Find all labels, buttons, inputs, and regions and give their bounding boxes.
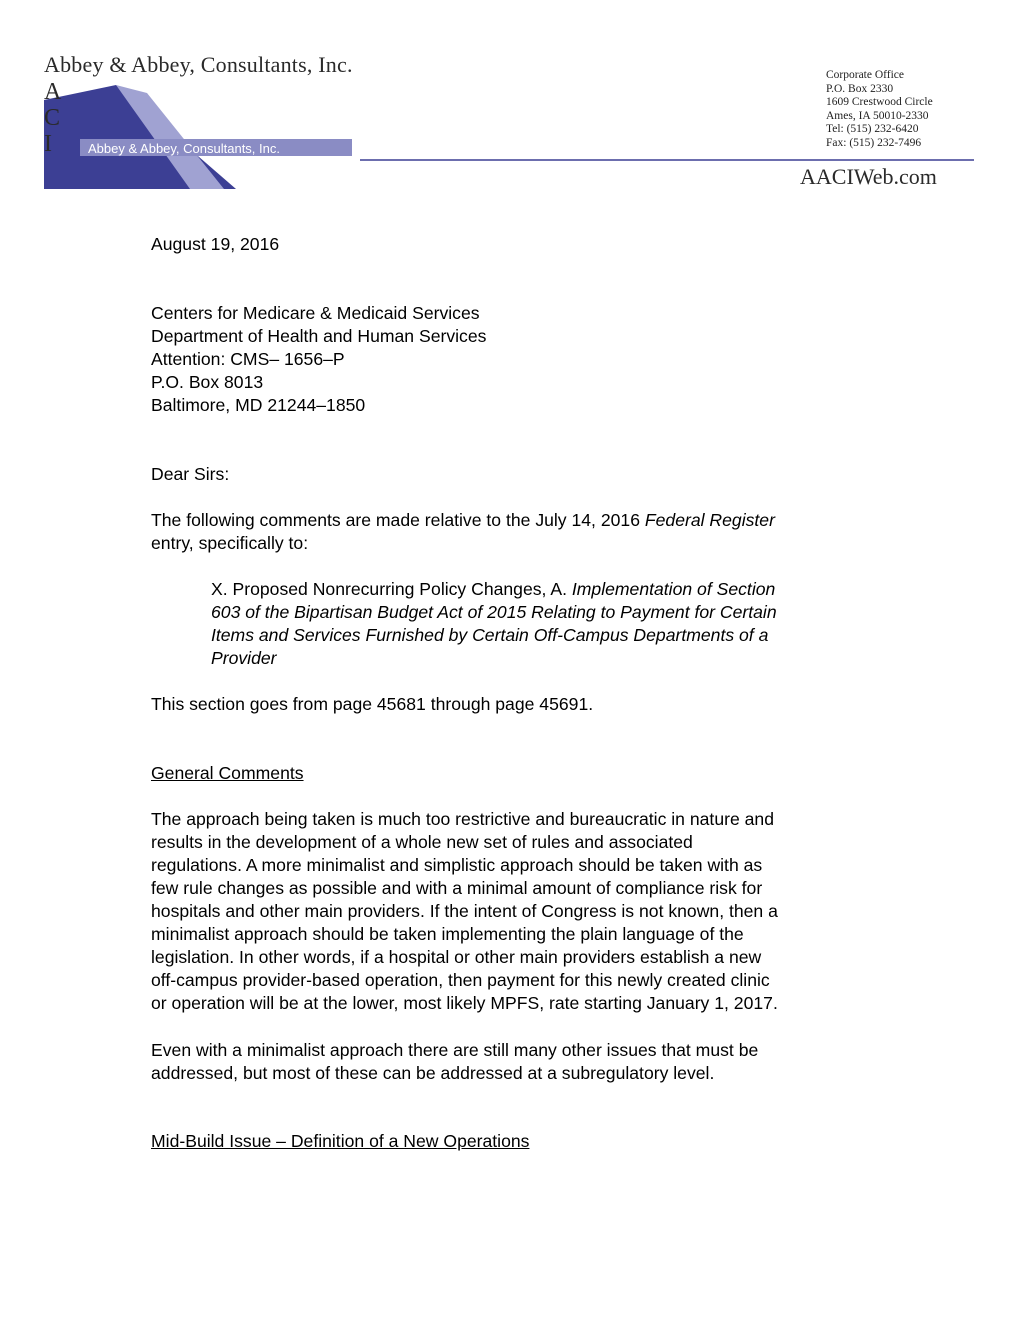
office-line: P.O. Box 2330 bbox=[826, 82, 894, 95]
logo-letter-c: C bbox=[44, 105, 61, 131]
office-line: 1609 Crestwood Circle bbox=[826, 96, 933, 109]
office-address bbox=[826, 69, 933, 151]
intro-paragraph bbox=[151, 509, 775, 555]
website-link[interactable]: AACIWeb.com bbox=[800, 164, 937, 189]
citation-block bbox=[211, 578, 777, 670]
citation-title: Implementation of Section bbox=[571, 579, 776, 599]
intro-line-2: entry, specifically to: bbox=[151, 533, 309, 553]
citation-line: Provider bbox=[211, 648, 277, 668]
section-range: This section goes from page 45681 through page 45691. bbox=[151, 694, 594, 714]
citation-prefix: X. Proposed Nonrecurring Policy Changes, A. bbox=[211, 579, 572, 599]
salutation: Dear Sirs: bbox=[151, 464, 230, 484]
address-line: Baltimore, MD 21244–1850 bbox=[151, 395, 366, 415]
office-line: Tel: (515) 232-6420 bbox=[826, 123, 919, 136]
address-line: P.O. Box 8013 bbox=[151, 372, 264, 392]
logo-letter-i: I bbox=[44, 131, 52, 157]
paragraph-line: legislation. In other words, if a hospital or other main providers establish a new bbox=[151, 947, 762, 967]
intro-line bbox=[151, 509, 775, 532]
general-comments-paragraph bbox=[151, 808, 778, 1015]
paragraph-line: off-campus provider-based operation, then payment for this newly created clinic bbox=[151, 970, 770, 990]
address-line: Centers for Medicare & Medicaid Services bbox=[151, 303, 480, 323]
minimalist-paragraph bbox=[151, 1039, 758, 1085]
paragraph-line: The approach being taken is much too restrictive and bureaucratic in nature and bbox=[151, 809, 774, 829]
office-line: Fax: (515) 232-7496 bbox=[826, 136, 922, 149]
office-line: Corporate Office bbox=[826, 69, 905, 81]
recipient-address bbox=[151, 302, 486, 417]
paragraph-line: minimalist approach should be taken implementing the plain language of the bbox=[151, 924, 744, 944]
logo-banner-text: Abbey & Abbey, Consultants, Inc. bbox=[88, 141, 280, 156]
citation-line: 603 of the Bipartisan Budget Act of 2015 Relating to Payment for Certain bbox=[211, 602, 777, 622]
heading-mid-build-issue: Mid-Build Issue – Definition of a New Operations bbox=[151, 1131, 530, 1151]
paragraph-line: results in the development of a whole new set of rules and associated bbox=[151, 832, 693, 852]
paragraph-line: few rule changes as possible and with a minimal amount of compliance risk for bbox=[151, 878, 763, 898]
paragraph-line: or operation will be at the lower, most likely MPFS, rate starting January 1, 2017. bbox=[151, 993, 778, 1013]
office-line: Ames, IA 50010-2330 bbox=[826, 109, 929, 122]
address-line: Attention: CMS– 1656–P bbox=[151, 349, 345, 369]
paragraph-line: Even with a minimalist approach there are still many other issues that must be bbox=[151, 1040, 759, 1060]
company-name: Abbey & Abbey, Consultants, Inc. bbox=[44, 52, 353, 77]
address-line: Department of Health and Human Services bbox=[151, 326, 487, 346]
paragraph-line: hospitals and other main providers. If the intent of Congress is not known, then a bbox=[151, 901, 778, 921]
heading-general-comments: General Comments bbox=[151, 763, 304, 783]
federal-register-title: Federal Register bbox=[644, 510, 775, 530]
letter-date: August 19, 2016 bbox=[151, 234, 280, 254]
letterhead bbox=[0, 0, 1020, 200]
paragraph-line: addressed, but most of these can be addressed at a subregulatory level. bbox=[151, 1063, 715, 1083]
citation-line bbox=[211, 578, 777, 601]
paragraph-line: regulations. A more minimalist and simplistic approach should be taken with as bbox=[151, 855, 763, 875]
intro-text: The following comments are made relative to the July 14, 2016 bbox=[151, 510, 645, 530]
citation-line: Items and Services Furnished by Certain Off-Campus Departments of a bbox=[211, 625, 769, 645]
logo-letter-a: A bbox=[44, 79, 62, 105]
